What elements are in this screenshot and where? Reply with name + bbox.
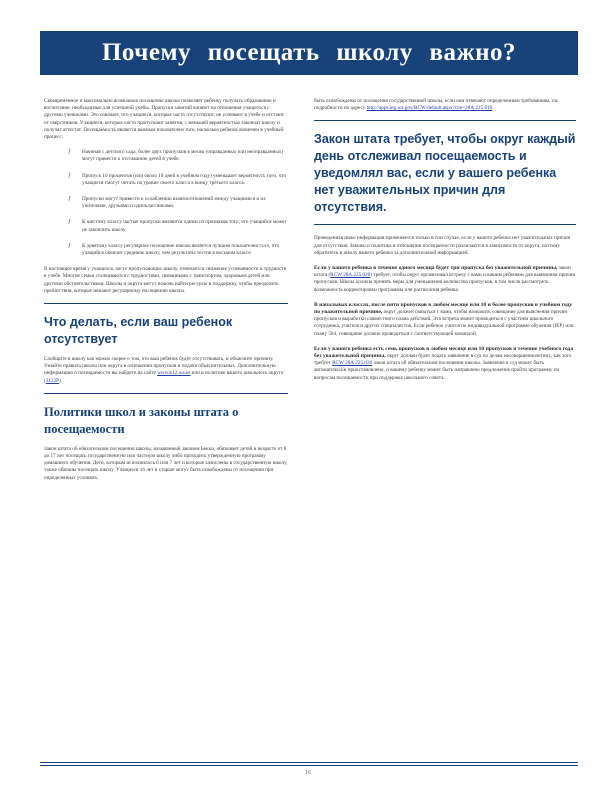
heading-state-law: Закон штата требует, чтобы округ каждый день отслеживал посещаемость и уведомлял вас, если у вашего ребенка нет уважительных причин для отсутствия. <box>314 132 576 215</box>
right-column <box>314 98 576 390</box>
title-banner <box>40 31 578 75</box>
heading-policies: Политики школ и законы штата о посещаемости <box>44 404 239 436</box>
policy-paragraph: Закон штата об обязательном посещении школы, называемый законом Бекки, обязывает детей в возрасте от 8 до 17 лет посещать государственную или частную школу либо проходить утвержденную программу домашнего обучения. Дети, которым исполнилось 6 или 7 лет и которые зачислены в государственную школу, также обязаны посещать школу. Учащиеся 16 лет и старше могут быть освобождены от посещения при определенных условиях. <box>44 445 288 481</box>
footer-divider <box>40 762 578 763</box>
law-intro-paragraph: Приведенная ниже информация применяется только в том случае, если у вашего ребенка нет уважительных причин для отсутствия. Законы и политика в отношении посещаемости различаются в зависимости от округа, поэтому обратитесь в школу вашего ребенка за дополнительной информацией. <box>314 235 571 256</box>
bullet-icon: ƒ <box>68 149 71 156</box>
rcw-link[interactable]: http://apps.leg.wa.gov/RCW/default.aspx?cite=28A.225.010 <box>366 105 493 112</box>
bullet-icon: ƒ <box>68 242 71 249</box>
intro-paragraph: Своевременное и максимально возможное посещение школы позволяет ребенку получать образование и воспитание, необходимые для успешной учебы. Пропуски занятий влияют на отношения учащегося с другими учениками. Это означает, что учащиеся, которые часто отсутствуют, не успевают в учебе и отстают от сверстников. Учащиеся, которые часто пропускают занятия, с меньшей вероятностью закончат школу и получат аттестат. Посещаемость является важным показателем того, насколько ребенок вовлечен в учебный процесс. <box>44 98 284 141</box>
seven-absences-paragraph: Если у вашего ребенка есть семь пропусков в любом месяце или 10 пропусков в течение учебного года без уважительной причины, округ должен будет подать заявление в суд по делам несовершеннолетних, как того требует RCW 28A.225.030 закон штата об обязательном посещении школы. Заявление в суд может быть автоматически приостановлено, и вашему ребенку может быть направлено предложение пройти программу по вопросам посещаемости при поддержке школьного совета. <box>314 345 574 381</box>
what-to-do-paragraph: Сообщите в школу как можно скорее о том, что ваш ребенок будет отсутствовать, и объясните причину. Узнайте правила школы или округа в отношении пропусков и подачи объяснительных. Дополнительную информацию о посещаемости вы найдете на сайте www.k12.wa.us или в политике вашего школьного округа (3122P). <box>44 356 284 384</box>
page-title: Почему посещать школу важно? <box>101 39 517 66</box>
elementary-paragraph: В начальных классах, после пяти пропусков в любом месяце или 10 и более пропусков в учебном году по уважительной причине, округ должен связаться с вами, чтобы назначить совещание для выяснения причин пропусков и выработки совместного плана действий. Эта встреча может проводиться с участием школьного сотрудника, учителя и других специалистов. Если ребенок учится по индивидуальной программе обучения (IEP) или плану 504, совещание должно проводиться с соответствующей командой. <box>314 301 574 337</box>
support-paragraph: В настоящее время у учащихся, часто пропускающих школу, отмечается снижение успеваемости и трудности в учебе. Многие семьи сталкиваются с трудностями, связанными с транспортом, здоровьем детей или другими обстоятельствами. Школы и округа могут помочь найти ресурсы и поддержку, чтобы преодолеть препятствия, которые мешают регулярному посещению школы. <box>44 266 287 294</box>
section-divider <box>314 120 576 121</box>
heading-what-to-do: Что делать, если ваш ребенок отсутствует <box>44 315 233 347</box>
section-divider <box>314 224 576 225</box>
footer-divider <box>40 765 578 766</box>
bullet-icon: ƒ <box>68 172 71 179</box>
page-number: 16 <box>305 770 311 776</box>
bullet-icon: ƒ <box>68 196 71 203</box>
list-item: ƒ Пропуски могут привести к ослаблению взаимоотношений между учащимися и их учителями, друзьями и одноклассниками. <box>68 196 266 210</box>
section-divider <box>44 303 288 304</box>
rcw-030-link[interactable]: RCW 28A.225.030 <box>332 360 373 367</box>
three-absences-paragraph: Если у вашего ребенка в течение одного месяца будет три пропуска без уважительной причины, закон штата (RCW 28A.225.020) требует, чтобы округ организовал встречу с вами и вашим ребенком для выявления причин пропусков. Школа должна принять меры для уменьшения количества пропусков, в том числе рассмотреть возможность корректировки программы или расписания ребенка. <box>314 265 576 293</box>
list-item: ƒ К шестому классу частые пропуски являются одним из признаков того, что учащийся может не закончить школу. <box>68 219 287 233</box>
facts-list <box>44 149 288 257</box>
list-item: ƒ Начиная с детского сада, более двух пропусков в месяц (оправданных или неоправданных) могут привести к отставанию детей в учебе. <box>68 149 284 163</box>
left-column <box>44 98 288 490</box>
policy-link[interactable]: 3122P <box>45 377 59 384</box>
bullet-icon: ƒ <box>68 219 71 226</box>
list-item: ƒ К девятому классу регулярное посещение школы является лучшим показателем того, что учащийся окончит среднюю школу, чем результаты тестов в восьмом классе. <box>68 242 280 257</box>
list-item: ƒ Пропуск 10 процентов (или около 18 дней в учебном году) уменьшает вероятность того, что учащиеся смогут читать на уровне своего класса к концу третьего класса. <box>68 172 286 186</box>
continued-paragraph: быть освобождены от посещения государственной школы, если они отвечают определенным требованиям, см. подробности по адресу http://apps.leg.wa.gov/RCW/default.aspx?cite=28A.225.010 <box>314 98 559 112</box>
rcw-020-link[interactable]: RCW 28A.225.020 <box>330 272 371 279</box>
section-divider <box>44 393 288 394</box>
ospi-link[interactable]: www.k12.wa.us <box>157 370 191 377</box>
